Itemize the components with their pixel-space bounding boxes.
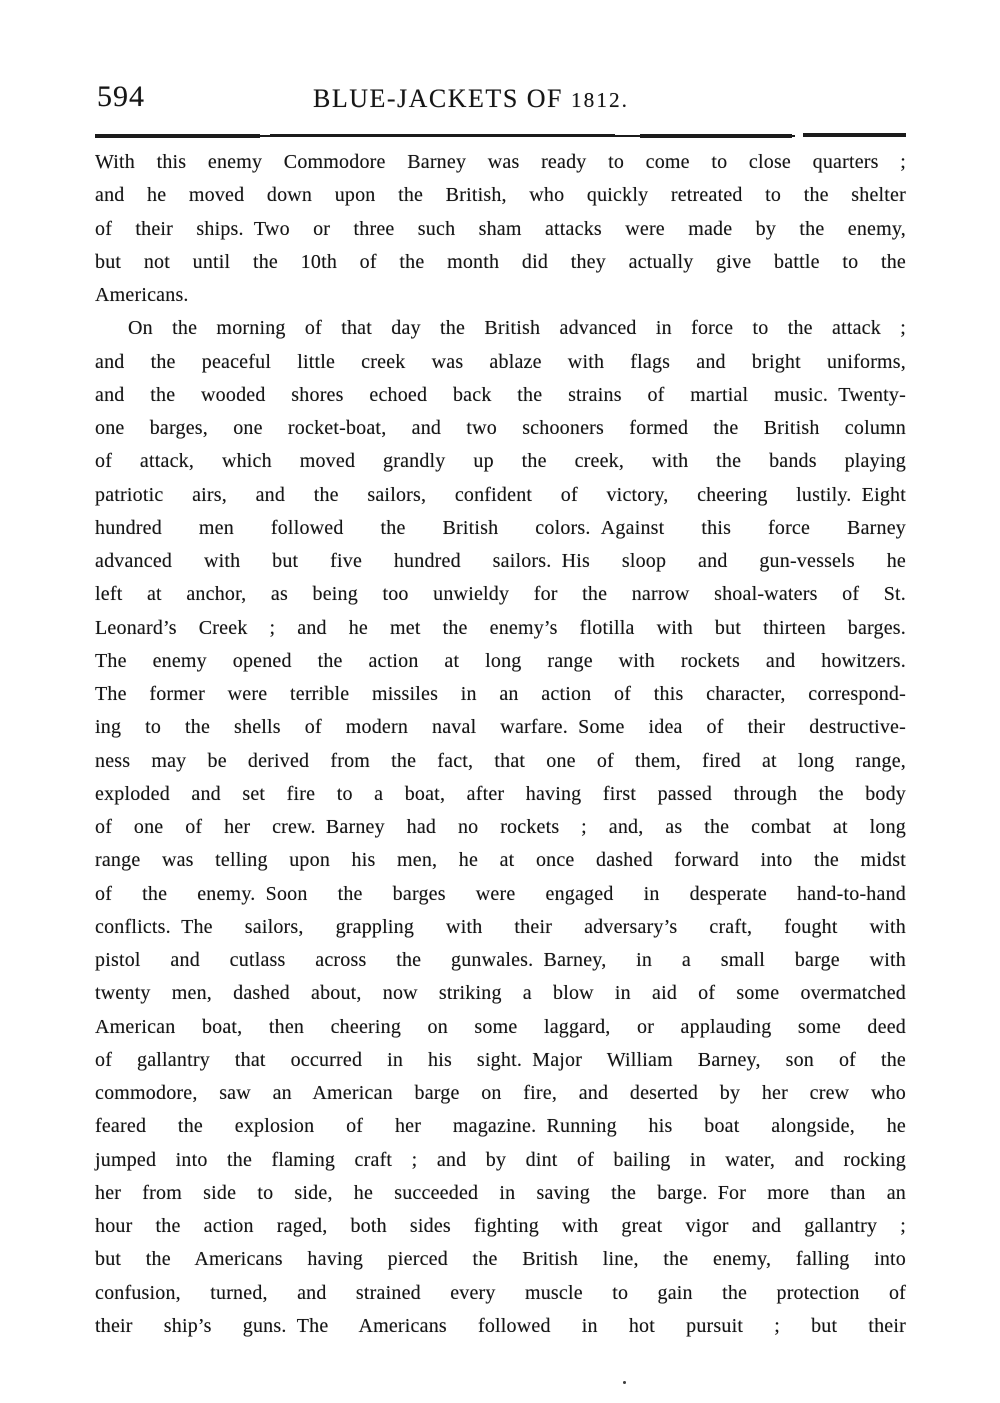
text-line: and the wooded shores echoed back the strains of martial music. Twenty-: [95, 383, 906, 406]
text-line: ness may be derived from the fact, that one of them, fired at long range,: [95, 749, 906, 772]
running-title-year: 1812.: [571, 88, 629, 112]
text-line: jumped into the flaming craft ; and by dint of bailing in water, and rocking: [95, 1148, 906, 1171]
text-line: their ship’s guns. The Americans followed in hot pursuit ; but their: [95, 1314, 906, 1337]
text-line: of the enemy. Soon the barges were engaged in desperate hand-to-hand: [95, 882, 906, 905]
text-line: twenty men, dashed about, now striking a blow in aid of some overmatched: [95, 982, 906, 1005]
text-line: ing to the shells of modern naval warfare. Some idea of their destructive-: [95, 716, 906, 739]
text-line: and the peaceful little creek was ablaze with flags and bright uniforms,: [95, 350, 906, 373]
text-line: confusion, turned, and strained every muscle to gain the protection of: [95, 1281, 906, 1304]
text-line: left at anchor, as being too unwieldy for the narrow shoal-waters of St.: [95, 583, 906, 606]
rule-segment: [803, 133, 906, 137]
text-line: hour the action raged, both sides fighting with great vigor and gallantry ;: [95, 1215, 906, 1237]
header-rule: [95, 132, 906, 138]
text-line: but not until the 10th of the month did they actually give battle to the: [95, 250, 906, 273]
text-line: feared the explosion of her magazine. Running his boat alongside, he: [95, 1115, 906, 1138]
page-number: 594: [97, 80, 145, 113]
text-line: of their ships. Two or three such sham attacks were made by the enemy,: [95, 217, 906, 240]
text-line: of attack, which moved grandly up the creek, with the bands playing: [95, 450, 906, 473]
text-line: patriotic airs, and the sailors, confident of victory, cheering lustily. Eight: [95, 483, 906, 506]
text-line: With this enemy Commodore Barney was ready to come to close quarters ;: [95, 151, 906, 173]
text-line: exploded and set fire to a boat, after having first passed through the body: [95, 782, 906, 805]
text-line: conflicts. The sailors, grappling with their adversary’s craft, fought with: [95, 915, 906, 938]
text-line: commodore, saw an American barge on fire, and deserted by her crew who: [95, 1082, 906, 1104]
body-text: [95, 146, 906, 1343]
text-line: advanced with but five hundred sailors. His sloop and gun-vessels he: [95, 550, 906, 572]
text-line: one barges, one rocket-boat, and two schooners formed the British column: [95, 417, 906, 439]
rule-segment: [640, 134, 792, 138]
rule-segment: [270, 134, 615, 137]
text-line: of gallantry that occurred in his sight. Major William Barney, son of the: [95, 1048, 906, 1071]
text-line: American boat, then cheering on some laggard, or applauding some deed: [95, 1015, 906, 1038]
text-line: The enemy opened the action at long range with rockets and howitzers.: [95, 649, 906, 672]
text-line: Leonard’s Creek ; and he met the enemy’s flotilla with but thirteen barges.: [95, 616, 906, 639]
text-line: hundred men followed the British colors. Against this force Barney: [95, 516, 906, 539]
text-line: but the Americans having pierced the British line, the enemy, falling into: [95, 1248, 906, 1271]
rule-segment: [95, 134, 260, 138]
text-line: Americans.: [95, 284, 189, 306]
running-title: [313, 84, 629, 114]
text-line: of one of her crew. Barney had no rockets ; and, as the combat at long: [95, 816, 906, 838]
text-line: pistol and cutlass across the gunwales. Barney, in a small barge with: [95, 949, 906, 971]
text-line: The former were terrible missiles in an action of this character, correspond-: [95, 683, 906, 705]
scan-speck: [623, 1381, 626, 1384]
text-line: and he moved down upon the British, who quickly retreated to the shelter: [95, 184, 906, 207]
text-line: On the morning of that day the British advanced in force to the attack ;: [128, 317, 906, 340]
text-line: her from side to side, he succeeded in saving the barge. For more than an: [95, 1181, 906, 1204]
text-line: range was telling upon his men, he at once dashed forward into the midst: [95, 849, 906, 872]
running-title-text: BLUE-JACKETS OF: [313, 84, 564, 113]
